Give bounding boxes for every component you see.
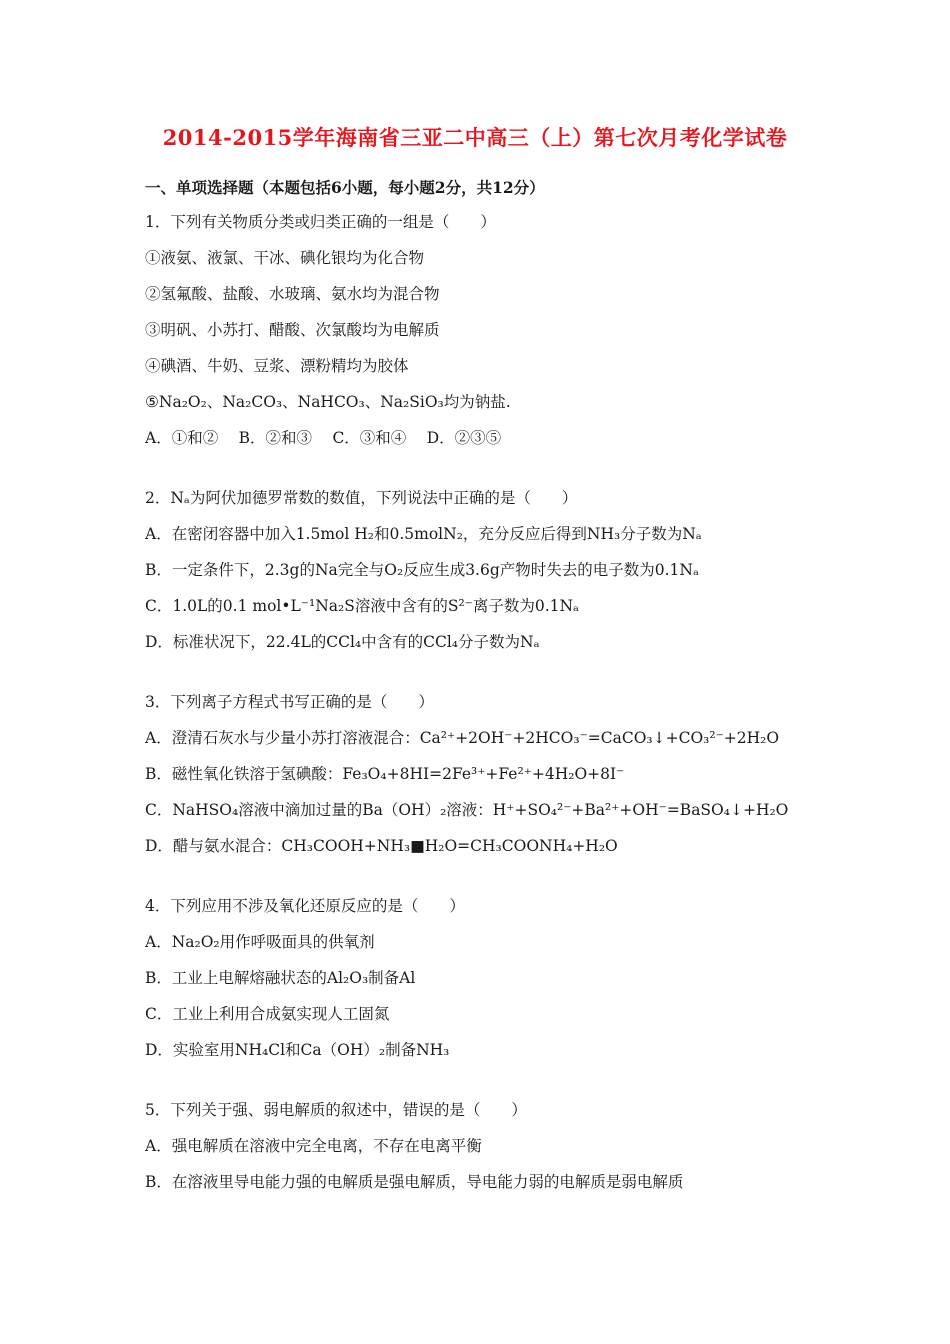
question-line: B．在溶液里导电能力强的电解质是强电解质，导电能力弱的电解质是弱电解质 xyxy=(145,1173,684,1191)
question-line: C．NaHSO₄溶液中滴加过量的Ba（OH）₂溶液：H⁺+SO₄²⁻+Ba²⁺+OH⁻=BaSO₄↓+H₂O xyxy=(145,801,789,819)
question-line: ⑤Na₂O₂、Na₂CO₃、NaHCO₃、Na₂SiO₃均为钠盐. xyxy=(145,393,511,411)
question-line: ③明矾、小苏打、醋酸、次氯酸均为电解质 xyxy=(145,321,440,339)
question-line: D．标准状况下，22.4L的CCl₄中含有的CCl₄分子数为Nₐ xyxy=(145,633,540,651)
question-line: B．磁性氧化铁溶于氢碘酸：Fe₃O₄+8HI=2Fe³⁺+Fe²⁺+4H₂O+8I⁻ xyxy=(145,765,625,783)
question-line: 4．下列应用不涉及氧化还原反应的是（ ） xyxy=(145,897,465,915)
question-line: ②氢氟酸、盐酸、水玻璃、氨水均为混合物 xyxy=(145,285,440,303)
question-line: D．醋与氨水混合：CH₃COOH+NH₃■H₂O=CH₃COONH₄+H₂O xyxy=(145,837,618,855)
question-line: 3．下列离子方程式书写正确的是（ ） xyxy=(145,693,434,711)
question-line: A．强电解质在溶液中完全电离，不存在电离平衡 xyxy=(145,1137,482,1155)
question-line: A．①和② B．②和③ C．③和④ D．②③⑤ xyxy=(145,429,502,447)
question-line: ④碘酒、牛奶、豆浆、漂粉精均为胶体 xyxy=(145,357,409,375)
question-line: ①液氨、液氯、干冰、碘化银均为化合物 xyxy=(145,249,425,267)
question-line: B．一定条件下，2.3g的Na完全与O₂反应生成3.6g产物时失去的电子数为0.1Nₐ xyxy=(145,561,699,579)
question-line: A．澄清石灰水与少量小苏打溶液混合：Ca²⁺+2OH⁻+2HCO₃⁻=CaCO₃↓+CO₃²⁻+2H₂O xyxy=(145,729,780,747)
section-heading: 一、单项选择题（本题包括6小题，每小题2分，共12分） xyxy=(145,178,545,197)
question-line: 5．下列关于强、弱电解质的叙述中，错误的是（ ） xyxy=(145,1101,527,1119)
question-line: C．工业上利用合成氨实现人工固氮 xyxy=(145,1005,390,1023)
question-line: D．实验室用NH₄Cl和Ca（OH）₂制备NH₃ xyxy=(145,1041,450,1059)
question-line: 1．下列有关物质分类或归类正确的一组是（ ） xyxy=(145,213,496,231)
question-line: B．工业上电解熔融状态的Al₂O₃制备Al xyxy=(145,969,416,987)
question-line: A．Na₂O₂用作呼吸面具的供氧剂 xyxy=(145,933,375,951)
question-line: A．在密闭容器中加入1.5mol H₂和0.5molN₂，充分反应后得到NH₃分子数为Nₐ xyxy=(145,525,702,543)
question-line: 2．Nₐ为阿伏加德罗常数的数值，下列说法中正确的是（ ） xyxy=(145,489,578,507)
document-title: 2014-2015学年海南省三亚二中高三（上）第七次月考化学试卷 xyxy=(162,125,788,150)
question-line: C．1.0L的0.1 mol•L⁻¹Na₂S溶液中含有的S²⁻离子数为0.1Nₐ xyxy=(145,597,580,615)
